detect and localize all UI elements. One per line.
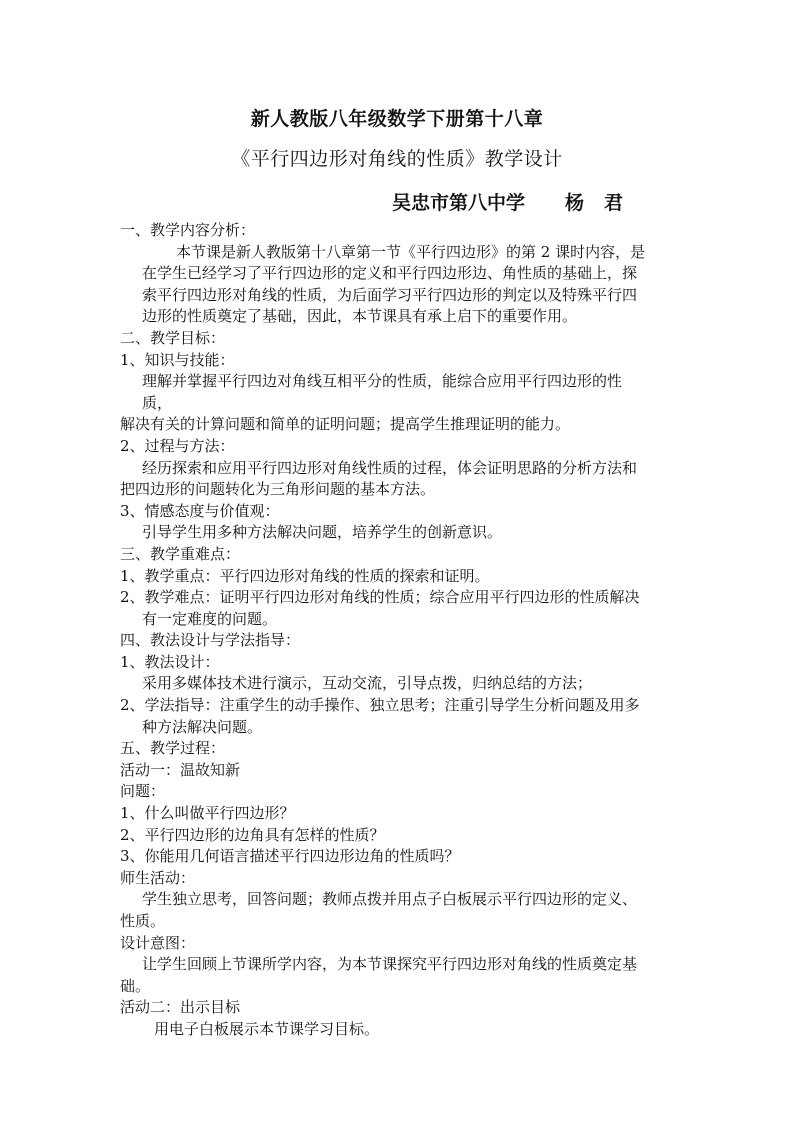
question-item: 1、什么叫做平行四边形？	[120, 804, 295, 823]
paragraph-line: 索平行四边形对角线的性质，为后面学习平行四边形的判定以及特殊平行四	[142, 285, 638, 304]
section-heading: 五、教学过程：	[120, 739, 226, 758]
paragraph-line: 引导学生用多种方法解决问题，培养学生的创新意识。	[142, 523, 503, 542]
title-line-1: 新人教版八年级数学下册第十八章	[250, 108, 544, 130]
school-name: 吴忠市第八中学	[392, 192, 526, 214]
paragraph-line: 在学生已经学习了平行四边形的定义和平行四边形边、角性质的基础上，探	[142, 264, 638, 283]
paragraph-line: 边形的性质奠定了基础，因此，本节课具有承上启下的重要作用。	[142, 307, 578, 326]
section-heading: 三、教学重难点：	[120, 544, 241, 563]
activity-heading: 活动一：温故知新	[120, 760, 241, 779]
activity-heading: 活动二：出示目标	[120, 998, 241, 1017]
title-line-2: 《平行四边形对角线的性质》教学设计	[231, 148, 563, 170]
paragraph-line: 解决有关的计算问题和简单的证明问题；提高学生推理证明的能力。	[120, 415, 571, 434]
author-line	[392, 188, 623, 215]
paragraph-line: 质，	[142, 393, 173, 412]
paragraph-line: 础。	[120, 976, 151, 995]
paragraph-line: 性质。	[120, 912, 166, 930]
subsection-heading: 1、教法设计：	[120, 652, 220, 671]
subsection-heading: 1、知识与技能：	[120, 350, 235, 369]
label-line: 设计意图：	[120, 933, 196, 952]
paragraph-line: 用电子白板展示本节课学习目标。	[154, 1019, 380, 1038]
paragraph-line: 学生独立思考，回答问题；教师点拨并用点子白板展示平行四边形的定义、	[142, 890, 638, 909]
subsection-heading: 3、情感态度与价值观：	[120, 501, 280, 520]
list-item: 2、学法指导：注重学生的动手操作、独立思考；注重引导学生分析问题及用多	[120, 696, 640, 715]
paragraph-line: 本节课是新人教版第十八章第一节《平行四边形》的第 2 课时内容，是	[176, 242, 646, 261]
paragraph-line: 让学生回顾上节课所学内容，为本节课探究平行四边形对角线的性质奠定基	[142, 955, 638, 974]
list-item: 2、教学难点：证明平行四边形对角线的性质；综合应用平行四边形的性质解决	[120, 588, 640, 607]
paragraph-line: 理解并掌握平行四边对角线互相平分的性质，能综合应用平行四边形的性	[142, 372, 623, 391]
section-heading: 一、教学内容分析：	[120, 221, 256, 239]
section-heading: 四、教法设计与学法指导：	[120, 631, 301, 650]
section-heading: 二、教学目标：	[120, 328, 226, 347]
list-item: 1、教学重点：平行四边形对角线的性质的探索和证明。	[120, 566, 490, 585]
question-item: 3、你能用几何语言描述平行四边形边角的性质吗？	[120, 847, 460, 866]
author-given-name: 君	[604, 192, 624, 214]
subsection-heading: 2、过程与方法：	[120, 436, 235, 455]
label-line: 师生活动：	[120, 868, 196, 887]
paragraph-line: 经历探索和应用平行四边形对角线性质的过程，体会证明思路的分析方法和	[142, 458, 638, 477]
list-item-continuation: 种方法解决问题。	[142, 717, 263, 736]
paragraph-line: 采用多媒体技术进行演示，互动交流，引导点拨，归纳总结的方法；	[142, 674, 593, 693]
list-item-continuation: 有一定难度的问题。	[142, 609, 278, 628]
question-item: 2、平行四边形的边角具有怎样的性质？	[120, 825, 385, 844]
paragraph-line: 把四边形的问题转化为三角形问题的基本方法。	[120, 480, 436, 499]
label-line: 问题：	[120, 782, 166, 801]
author-surname: 杨	[565, 192, 585, 214]
document-body	[120, 220, 680, 1041]
